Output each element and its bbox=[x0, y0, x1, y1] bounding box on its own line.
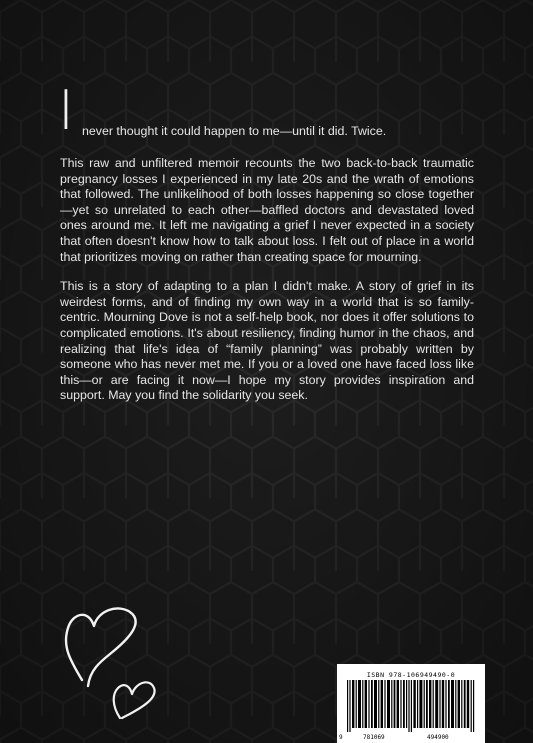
blurb-paragraph-2: This is a story of adapting to a plan I didn't make. A story of grief in its weirdest forms, and of finding my own way in a world that is so family-centric. Mourning Dove is not a self-help book, nor does it offer solutions to complicated emotions. It's about resiliency, finding humor in the chaos, and realizing that life's idea of “family planning” was probably written by someone who has never met me. If you or a loved one have faced loss like this—or are facing it now—I hope my story provides inspiration and support. May you find the solidarity you seek. bbox=[60, 279, 474, 403]
drop-cap: I bbox=[58, 79, 74, 142]
blurb-paragraph-1: This raw and unfiltered memoir recounts the two back-to-back traumatic pregnancy losses I experienced in my late 20s and the wrath of emotions that followed. The unlikelihood of both losses happening so close together—yet so unrelated to each other—baffled doctors and devastated loved ones around me. It left me navigating a grief I never expected in a society that often doesn't know how to talk about loss. I felt out of place in a world that prioritizes moving on rather than creating space for mourning. bbox=[60, 156, 474, 264]
opening-sentence: never thought it could happen to me—until it did. Twice. bbox=[82, 124, 387, 138]
barcode-digit-lead: 9 bbox=[339, 734, 343, 741]
opening-line bbox=[58, 79, 474, 142]
barcode-digits-left: 781069 bbox=[363, 734, 385, 741]
back-cover-blurb bbox=[58, 79, 474, 404]
barcode-bars bbox=[343, 680, 479, 732]
heart-doodle-icon bbox=[60, 598, 160, 723]
isbn-label: ISBN 978-106949490-0 bbox=[366, 671, 456, 679]
barcode-digits-right: 494900 bbox=[427, 734, 449, 741]
isbn-barcode bbox=[337, 664, 485, 743]
